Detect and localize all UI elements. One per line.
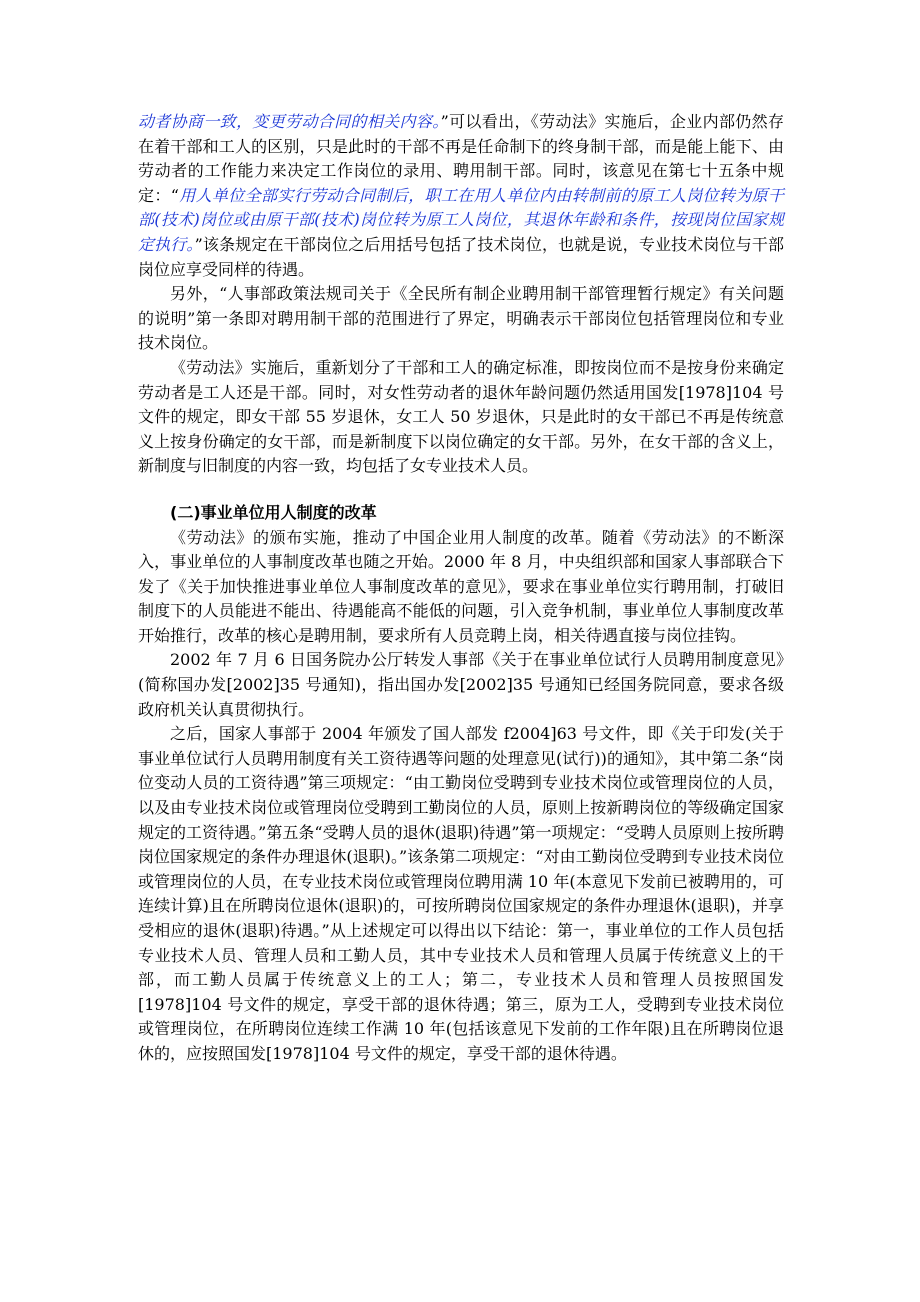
paragraph-retirement-standard: 《劳动法》实施后，重新划分了干部和工人的确定标准，即按岗位而不是按身份来确定劳动者是工人还是干部。同时，对女性劳动者的退休年龄问题仍然适用国发[1978]104 号文件的规定，即女干部 55 岁退休，女工人 50 岁退休，只是此时的女干部已不再是传统意义上按身份确定的女干部，而是新制度下以岗位确定的女干部。另外，在女干部的含义上，新制度与旧制度的内容一致，均包括了女专业技术人员。: [138, 357, 784, 476]
section-spacer: [138, 479, 784, 501]
paragraph-state-council-notice: 2002 年 7 月 6 日国务院办公厅转发人事部《关于在事业单位试行人员聘用制度意见》(简称国办发[2002]35 号通知)，指出国办发[2002]35 号通知已经国务院同意，要求各级政府机关认真贯彻执行。: [138, 650, 784, 719]
paragraph-labor-law-cadre: [138, 110, 784, 282]
paragraph-text: ”可以看出，《劳动法》实施后，企业内部仍然存在着干部和工人的区别，只是此时的干部不再是任命制下的终身制干部，而是能上能下、由劳动者的工作能力来决定工作岗位的录用、聘用制干部。同时，该意见在第七十五条中规定：“: [138, 112, 784, 205]
section-heading: (二)事业单位用人制度的改革: [170, 502, 377, 522]
paragraph-ministry-explanation: 另外，“人事部政策法规司关于《全民所有制企业聘用制干部管理暂行规定》有关问题的说明”第一条即对聘用制干部的范围进行了界定，明确表示干部岗位包括管理岗位和专业技术岗位。: [138, 284, 784, 353]
paragraph-text: ”该条规定在干部岗位之后用括号包括了技术岗位，也就是说，专业技术岗位与干部岗位应享受同样的待遇。: [138, 234, 784, 279]
document-body: [138, 110, 784, 1067]
paragraph-2004-document: 之后，国家人事部于 2004 年颁发了国人部发 f2004]63 号文件，即《关于印发(关于事业单位试行人员聘用制度有关工资待遇等问题的处理意见(试行))的通知》，其中第二条“岗位变动人员的工资待遇”第三项规定：“由工勤岗位受聘到专业技术岗位或管理岗位的人员，以及由专业技术岗位或管理岗位受聘到工勤岗位的人员，原则上按新聘岗位的等级确定国家规定的工资待遇。”第五条“受聘人员的退休(退职)待遇”第一项规定：“受聘人员原则上按所聘岗位国家规定的条件办理退休(退职)。”该条第二项规定：“对由工勤岗位受聘到专业技术岗位或管理岗位的人员，在专业技术岗位或管理岗位聘用满 10 年(本意见下发前已被聘用的，可连续计算)且在所聘岗位退休(退职)的，可按所聘岗位国家规定的条件办理退休(退职)，并享受相应的退休(退职)待遇。”从上述规定可以得出以下结论：第一，事业单位的工作人员包括专业技术人员、管理人员和工勤人员，其中专业技术人员和管理人员属于传统意义上的干部，而工勤人员属于传统意义上的工人；第二，专业技术人员和管理人员按照国发[1978]104 号文件的规定，享受干部的退休待遇；第三，原为工人，受聘到专业技术岗位或管理岗位，在所聘岗位连续工作满 10 年(包括该意见下发前的工作年限)且在所聘岗位退休的，应按照国发[1978]104 号文件的规定，享受干部的退休待遇。: [138, 724, 784, 1063]
paragraph-institution-reform: 《劳动法》的颁布实施，推动了中国企业用人制度的改革。随着《劳动法》的不断深入，事业单位的人事制度改革也随之开始。2000 年 8 月，中央组织部和国家人事部联合下发了《关于加快推进事业单位人事制度改革的意见》，要求在事业单位实行聘用制，打破旧制度下的人员能进不能出、待遇能高不能低的问题，引入竞争机制，事业单位人事制度改革开始推行，改革的核心是聘用制，要求所有人员竞聘上岗，相关待遇直接与岗位挂钩。: [138, 527, 784, 645]
quoted-regulation-text: 用人单位全部实行劳动合同制后，职工在用人单位内由转制前的原工人岗位转为原干部(技术)岗位或由原干部(技术)岗位转为原工人岗位，其退休年龄和条件，按现岗位国家规定执行。: [138, 185, 784, 254]
quoted-regulation-text: 动者协商一致，变更劳动合同的相关内容。: [138, 112, 441, 131]
